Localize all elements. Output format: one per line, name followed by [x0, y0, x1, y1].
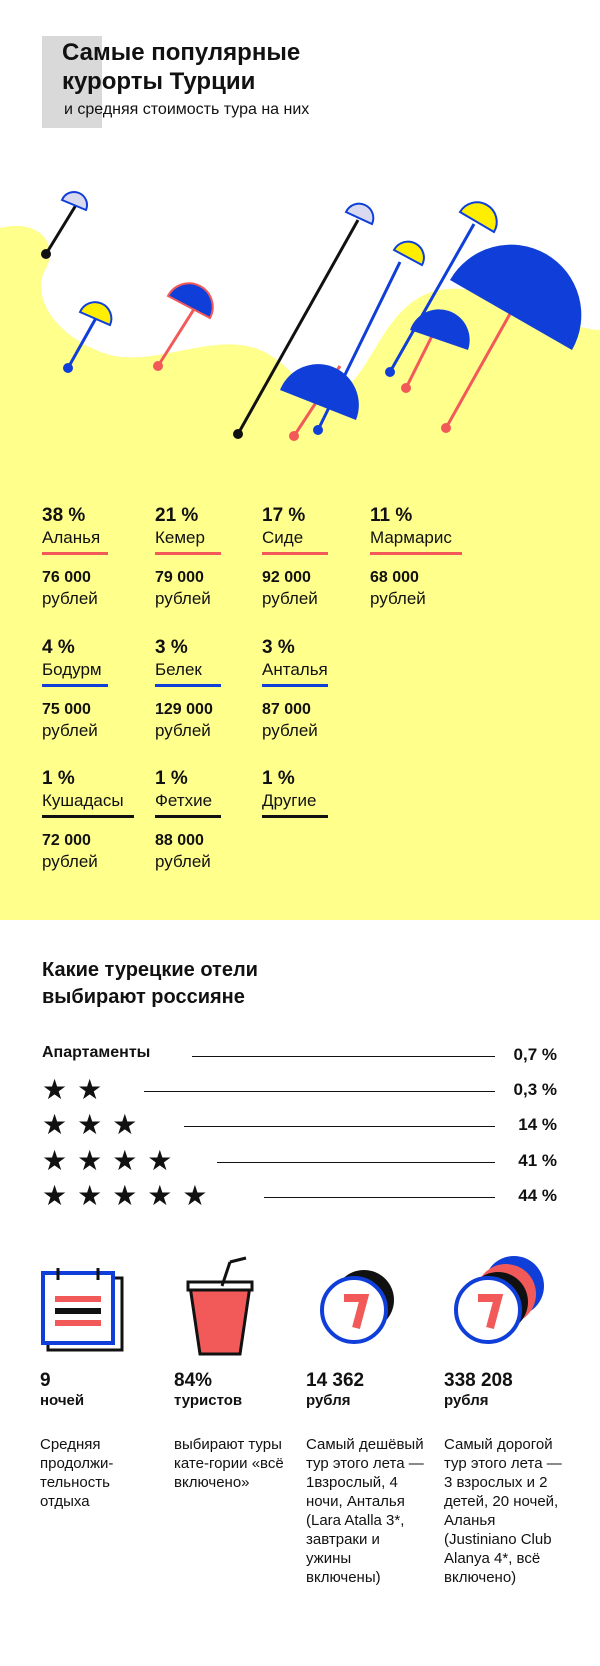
- resort-item: [42, 768, 142, 872]
- fact-description: Самый дорогой тур этого лета — 3 взрослых и 2 детей, 20 ночей, Аланья (Justiniano Club Alanya 4*, всё включено): [444, 1436, 562, 1586]
- resort-item: [262, 637, 362, 741]
- page-title: Самые популярные курорты Турции: [62, 39, 301, 95]
- hotel-row: [42, 1075, 557, 1105]
- resort-share: 1 %: [262, 768, 295, 789]
- resort-item: [155, 768, 255, 872]
- hotel-line: [192, 1056, 495, 1057]
- hotel-line: [264, 1197, 495, 1198]
- resort-item: [155, 637, 255, 741]
- resort-name: Бодурм: [42, 660, 102, 679]
- resort-name: Аланья: [42, 528, 101, 547]
- resort-share: 11 %: [370, 505, 413, 526]
- resort-underline: [370, 552, 462, 555]
- drink-icon: [180, 1256, 260, 1356]
- resort-share: 4 %: [42, 637, 75, 658]
- umbrella-icon: [41, 192, 87, 259]
- hotel-share: 14 %: [518, 1115, 557, 1134]
- resort-price-unit: рублей: [42, 589, 98, 608]
- resort-underline: [42, 552, 108, 555]
- resort-name: Другие: [262, 791, 317, 810]
- resort-underline: [42, 684, 108, 687]
- star-rating: ★★★★★: [42, 1180, 218, 1211]
- hotel-share: 41 %: [518, 1151, 557, 1170]
- fact-item: [40, 1370, 158, 1511]
- coins-stack-icon: [452, 1254, 552, 1354]
- resort-price-unit: рублей: [42, 852, 98, 871]
- fact-value: 14 362: [306, 1370, 365, 1391]
- resort-share: 1 %: [155, 768, 188, 789]
- hotel-row: [42, 1146, 557, 1176]
- resort-underline: [262, 552, 328, 555]
- resort-price-unit: рублей: [155, 721, 211, 740]
- resort-price: 75 000: [42, 701, 91, 718]
- resort-price-unit: рублей: [262, 721, 318, 740]
- star-rating: ★★★: [42, 1109, 148, 1140]
- resort-underline: [262, 815, 328, 818]
- page-subtitle: и средняя стоимость тура на них: [64, 101, 310, 118]
- fact-item: [174, 1370, 292, 1492]
- resort-name: Мармарис: [370, 528, 452, 547]
- resort-name: Белек: [155, 660, 202, 679]
- resort-item: [42, 637, 142, 741]
- fact-unit: рубля: [306, 1392, 351, 1409]
- resort-underline: [42, 815, 134, 818]
- resort-underline: [155, 684, 221, 687]
- hotel-line: [144, 1091, 495, 1092]
- resort-price-unit: рублей: [262, 589, 318, 608]
- fact-value: 338 208: [444, 1370, 513, 1391]
- coins-icon: [318, 1268, 398, 1348]
- hotel-share: 0,3 %: [513, 1080, 557, 1099]
- resort-name: Фетхие: [155, 791, 213, 810]
- fact-item: [444, 1370, 562, 1587]
- resort-item: [42, 505, 142, 609]
- fact-unit: рубля: [444, 1392, 489, 1409]
- resort-item: [262, 768, 362, 831]
- hotels-title: Какие турецкие отели выбирают россияне: [42, 959, 258, 1008]
- hotel-line: [217, 1162, 495, 1163]
- resort-underline: [155, 815, 221, 818]
- resort-share: 38 %: [42, 505, 86, 526]
- resort-share: 3 %: [155, 637, 188, 658]
- fact-description: Средняя продолжи-тельность отдыха: [40, 1436, 114, 1510]
- resort-price: 87 000: [262, 701, 311, 718]
- resort-share: 1 %: [42, 768, 75, 789]
- resort-price: 129 000: [155, 701, 213, 718]
- hotel-label: Апартаменты: [42, 1044, 151, 1061]
- resort-price-unit: рублей: [155, 852, 211, 871]
- resort-underline: [155, 552, 221, 555]
- fact-value: 84%: [174, 1370, 213, 1391]
- resort-price: 88 000: [155, 832, 204, 849]
- star-rating: ★★★★: [42, 1145, 183, 1176]
- resort-price: 76 000: [42, 569, 91, 586]
- hotel-row: [42, 1110, 557, 1140]
- star-rating: ★★: [42, 1074, 113, 1105]
- resort-name: Кушадасы: [42, 791, 124, 810]
- fact-unit: ночей: [40, 1392, 85, 1409]
- resort-share: 17 %: [262, 505, 306, 526]
- resort-underline: [262, 684, 328, 687]
- resort-share: 21 %: [155, 505, 199, 526]
- fact-item: [306, 1370, 424, 1587]
- hotel-line: [184, 1126, 495, 1127]
- resort-name: Кемер: [155, 528, 205, 547]
- hotel-share: 44 %: [518, 1186, 557, 1205]
- resort-price-unit: рублей: [42, 721, 98, 740]
- resort-item: [262, 505, 362, 609]
- fact-value: 9: [40, 1370, 51, 1391]
- resort-price: 92 000: [262, 569, 311, 586]
- fact-description: выбирают туры кате-гории «всё включено»: [174, 1436, 284, 1491]
- fact-unit: туристов: [174, 1392, 243, 1409]
- resort-price-unit: рублей: [370, 589, 426, 608]
- resort-item: [370, 505, 470, 609]
- hotel-row: [42, 1181, 557, 1211]
- calendar-icon: [40, 1268, 130, 1358]
- resort-item: [155, 505, 255, 609]
- resort-price: 68 000: [370, 569, 419, 586]
- resort-price: 79 000: [155, 569, 204, 586]
- resort-name: Сиде: [262, 528, 304, 547]
- resort-price: 72 000: [42, 832, 91, 849]
- resort-name: Анталья: [262, 660, 328, 679]
- fact-description: Самый дешёвый тур этого лета — 1взрослый, 4 ночи, Анталья (Lara Atalla 3*, завтраки и ужины включены): [306, 1436, 424, 1586]
- hotel-row: [42, 1040, 557, 1070]
- resort-share: 3 %: [262, 637, 295, 658]
- hotel-share: 0,7 %: [513, 1045, 557, 1064]
- resort-price-unit: рублей: [155, 589, 211, 608]
